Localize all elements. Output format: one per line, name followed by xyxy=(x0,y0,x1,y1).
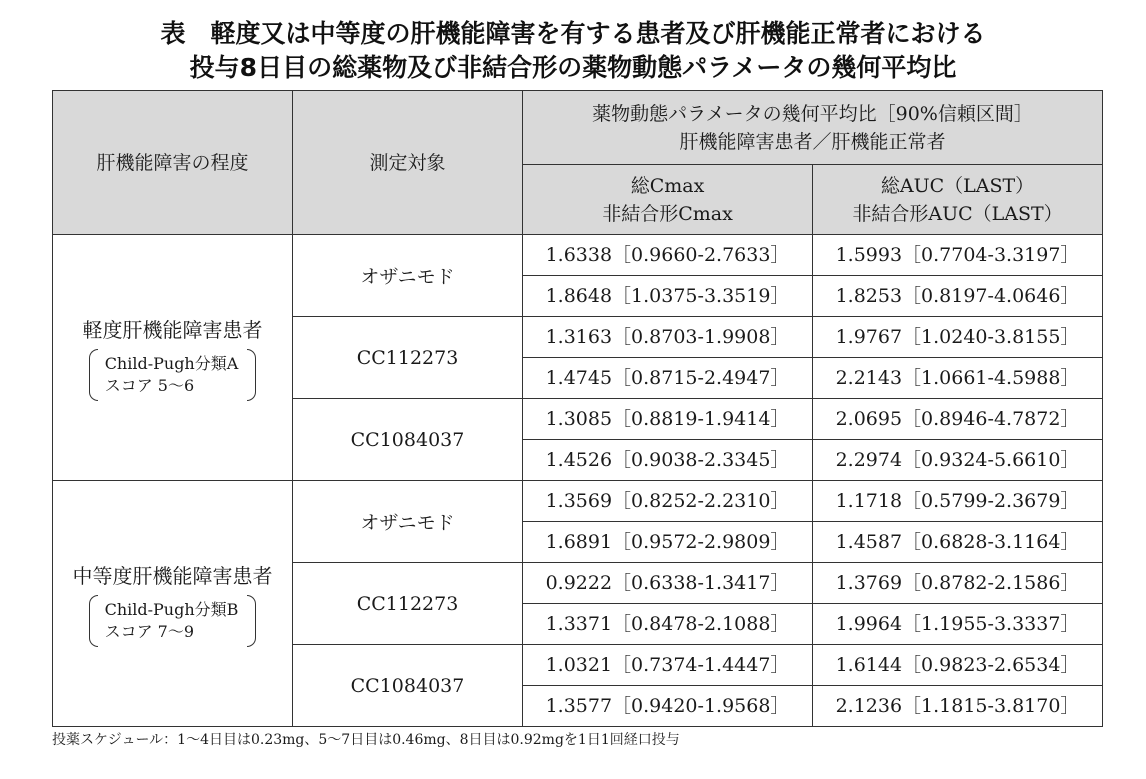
auc-value: 1.5993［0.7704-3.3197］ xyxy=(813,235,1103,276)
dosing-footnote: 投薬スケジュール：1～4日目は0.23mg、5～7日目は0.46mg、8日目は0.92mgを1日1回経口投与 xyxy=(52,732,680,748)
table-title-line1: 表 軽度又は中等度の肝機能障害を有する患者及び肝機能正常者における xyxy=(160,19,986,48)
cmax-value: 1.3577［0.9420-1.9568］ xyxy=(523,686,813,727)
severity-cell xyxy=(53,235,293,481)
child-pugh-score: スコア 7～9 xyxy=(104,621,195,641)
auc-value: 1.4587［0.6828-3.1164］ xyxy=(813,522,1103,563)
severity-cell xyxy=(53,481,293,727)
cmax-value: 1.3371［0.8478-2.1088］ xyxy=(523,604,813,645)
child-pugh-class: Child-Pugh分類A xyxy=(104,353,239,373)
severity-label: 中等度肝機能障害患者 xyxy=(72,563,273,588)
cmax-value: 1.3163［0.8703-1.9908］ xyxy=(523,317,813,358)
auc-value: 2.2143［1.0661-4.5988］ xyxy=(813,358,1103,399)
child-pugh-class: Child-Pugh分類B xyxy=(104,599,239,619)
cmax-value: 1.6891［0.9572-2.9809］ xyxy=(523,522,813,563)
measurement-target: CC112273 xyxy=(293,317,523,399)
cmax-value: 1.8648［1.0375-3.3519］ xyxy=(523,276,813,317)
header-row-top xyxy=(53,91,1103,165)
header-pk-line1: 薬物動態パラメータの幾何平均比［90%信頼区間］ xyxy=(592,102,1033,125)
auc-value: 1.3769［0.8782-2.1586］ xyxy=(813,563,1103,604)
child-pugh-bracket xyxy=(87,595,259,647)
cmax-value: 1.3085［0.8819-1.9414］ xyxy=(523,399,813,440)
header-auc-line2: 非結合形AUC（LAST） xyxy=(852,202,1063,225)
cmax-value: 1.4526［0.9038-2.3345］ xyxy=(523,440,813,481)
measurement-target: CC112273 xyxy=(293,563,523,645)
header-severity: 肝機能障害の程度 xyxy=(53,91,293,235)
header-auc-line1: 総AUC（LAST） xyxy=(880,174,1035,197)
auc-value: 2.1236［1.1815-3.8170］ xyxy=(813,686,1103,727)
header-cmax-line2: 非結合形Cmax xyxy=(602,202,733,225)
table-row xyxy=(53,235,1103,276)
severity-label: 軽度肝機能障害患者 xyxy=(82,317,263,342)
measurement-target: CC1084037 xyxy=(293,645,523,727)
auc-value: 1.1718［0.5799-2.3679］ xyxy=(813,481,1103,522)
auc-value: 2.0695［0.8946-4.7872］ xyxy=(813,399,1103,440)
header-pk-line2: 肝機能障害患者／肝機能正常者 xyxy=(679,130,946,153)
header-cmax-line1: 総Cmax xyxy=(630,174,705,197)
auc-value: 1.8253［0.8197-4.0646］ xyxy=(813,276,1103,317)
header-pk-ratio xyxy=(523,91,1103,165)
cmax-value: 0.9222［0.6338-1.3417］ xyxy=(523,563,813,604)
table-row xyxy=(53,481,1103,522)
child-pugh-bracket xyxy=(87,349,259,401)
auc-value: 2.2974［0.9324-5.6610］ xyxy=(813,440,1103,481)
header-auc xyxy=(813,165,1103,235)
table-body xyxy=(53,235,1103,727)
cmax-value: 1.3569［0.8252-2.2310］ xyxy=(523,481,813,522)
measurement-target: オザニモド xyxy=(293,235,523,317)
measurement-target: CC1084037 xyxy=(293,399,523,481)
cmax-value: 1.0321［0.7374-1.4447］ xyxy=(523,645,813,686)
header-target: 測定対象 xyxy=(293,91,523,235)
table-title-line2: 投与8日目の総薬物及び非結合形の薬物動態パラメータの幾何平均比 xyxy=(189,53,957,82)
auc-value: 1.9767［1.0240-3.8155］ xyxy=(813,317,1103,358)
cmax-value: 1.4745［0.8715-2.4947］ xyxy=(523,358,813,399)
auc-value: 1.6144［0.9823-2.6534］ xyxy=(813,645,1103,686)
header-cmax xyxy=(523,165,813,235)
pk-ratio-table xyxy=(52,90,1103,727)
measurement-target: オザニモド xyxy=(293,481,523,563)
auc-value: 1.9964［1.1955-3.3337］ xyxy=(813,604,1103,645)
cmax-value: 1.6338［0.9660-2.7633］ xyxy=(523,235,813,276)
child-pugh-score: スコア 5～6 xyxy=(104,375,195,395)
